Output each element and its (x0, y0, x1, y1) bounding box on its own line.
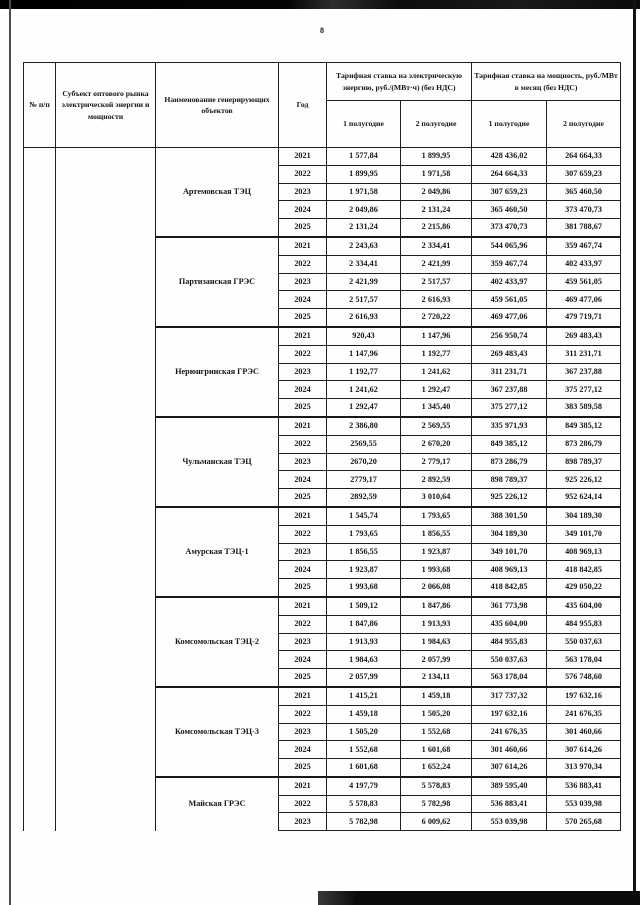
value-cell: 1 793,65 (401, 507, 472, 525)
year-cell: 2023 (279, 723, 327, 741)
scan-artifact-right-edge (633, 0, 636, 905)
year-cell: 2021 (279, 237, 327, 255)
year-cell: 2023 (279, 183, 327, 201)
value-cell: 2 049,86 (401, 183, 472, 201)
value-cell: 241 676,35 (472, 723, 547, 741)
value-cell: 1 913,93 (327, 633, 401, 651)
value-cell: 1 993,68 (327, 579, 401, 597)
year-cell: 2025 (279, 219, 327, 237)
value-cell: 402 433,97 (472, 273, 547, 291)
year-cell: 2021 (279, 148, 327, 166)
value-cell: 349 101,70 (547, 525, 621, 543)
page-number: 8 (320, 26, 324, 35)
subject-column-cell (56, 148, 156, 831)
value-cell: 197 632,16 (547, 687, 621, 705)
value-cell: 2 670,20 (401, 435, 472, 453)
value-cell: 898 789,37 (472, 471, 547, 489)
value-cell: 849 385,12 (547, 417, 621, 435)
col-header-energy-tariff: Тарифная ставка на электрическую энергию, руб./(МВт·ч) (без НДС) (327, 63, 472, 101)
year-cell: 2021 (279, 687, 327, 705)
col-header-energy-half2: 2 полугодие (401, 101, 472, 148)
value-cell: 469 477,06 (472, 309, 547, 327)
year-cell: 2022 (279, 705, 327, 723)
year-cell: 2022 (279, 615, 327, 633)
year-cell: 2022 (279, 255, 327, 273)
value-cell: 2 215,86 (401, 219, 472, 237)
value-cell: 389 595,40 (472, 777, 547, 795)
generator-name-cell: Артемовская ТЭЦ (156, 148, 279, 237)
col-header-energy-half1: 1 полугодие (327, 101, 401, 148)
value-cell: 1 415,21 (327, 687, 401, 705)
value-cell: 5 782,98 (327, 813, 401, 831)
tariff-table-body (24, 148, 621, 831)
value-cell: 2 779,17 (401, 453, 472, 471)
value-cell: 553 039,98 (547, 795, 621, 813)
tariff-table-container (23, 62, 621, 831)
value-cell: 1 147,96 (401, 327, 472, 345)
value-cell: 2 720,22 (401, 309, 472, 327)
value-cell: 367 237,88 (472, 381, 547, 399)
table-row (24, 148, 621, 166)
value-cell: 269 483,43 (472, 345, 547, 363)
num-column-cell (24, 148, 56, 831)
value-cell: 2 892,59 (401, 471, 472, 489)
value-cell: 1 147,96 (327, 345, 401, 363)
generator-name-cell: Чульманская ТЭЦ (156, 417, 279, 507)
year-cell: 2024 (279, 471, 327, 489)
value-cell: 301 460,66 (472, 741, 547, 759)
value-cell: 1 192,77 (327, 363, 401, 381)
value-cell: 2 517,57 (327, 291, 401, 309)
value-cell: 576 748,60 (547, 669, 621, 687)
value-cell: 2779,17 (327, 471, 401, 489)
value-cell: 2 131,24 (401, 201, 472, 219)
value-cell: 2 131,24 (327, 219, 401, 237)
value-cell: 1 913,93 (401, 615, 472, 633)
year-cell: 2025 (279, 489, 327, 507)
value-cell: 2 243,63 (327, 237, 401, 255)
value-cell: 418 842,85 (547, 561, 621, 579)
value-cell: 1 971,58 (327, 183, 401, 201)
value-cell: 3 010,64 (401, 489, 472, 507)
value-cell: 2 057,99 (401, 651, 472, 669)
value-cell: 1 505,20 (327, 723, 401, 741)
value-cell: 335 971,93 (472, 417, 547, 435)
value-cell: 2 386,80 (327, 417, 401, 435)
year-cell: 2025 (279, 759, 327, 777)
value-cell: 349 101,70 (472, 543, 547, 561)
value-cell: 1 899,95 (401, 148, 472, 166)
generator-name-cell: Майская ГРЭС (156, 777, 279, 831)
value-cell: 544 065,96 (472, 237, 547, 255)
year-cell: 2025 (279, 309, 327, 327)
value-cell: 2 334,41 (401, 237, 472, 255)
value-cell: 307 659,23 (547, 165, 621, 183)
value-cell: 1 577,84 (327, 148, 401, 166)
value-cell: 2 616,93 (401, 291, 472, 309)
value-cell: 256 950,74 (472, 327, 547, 345)
generator-name-cell: Амурская ТЭЦ-1 (156, 507, 279, 597)
year-cell: 2022 (279, 795, 327, 813)
value-cell: 1 552,68 (401, 723, 472, 741)
value-cell: 2670,20 (327, 453, 401, 471)
value-cell: 381 788,67 (547, 219, 621, 237)
table-header (24, 63, 621, 148)
value-cell: 307 659,23 (472, 183, 547, 201)
value-cell: 1 292,47 (401, 381, 472, 399)
value-cell: 459 561,05 (472, 291, 547, 309)
value-cell: 563 178,04 (472, 669, 547, 687)
value-cell: 375 277,12 (547, 381, 621, 399)
value-cell: 2569,55 (327, 435, 401, 453)
year-cell: 2023 (279, 273, 327, 291)
year-cell: 2025 (279, 579, 327, 597)
year-cell: 2023 (279, 633, 327, 651)
col-header-capacity-half2: 2 полугодие (547, 101, 621, 148)
value-cell: 365 460,50 (547, 183, 621, 201)
value-cell: 311 231,71 (472, 363, 547, 381)
value-cell: 428 436,02 (472, 148, 547, 166)
value-cell: 2 049,86 (327, 201, 401, 219)
value-cell: 264 664,33 (547, 148, 621, 166)
generator-name-cell: Комсомольская ТЭЦ-3 (156, 687, 279, 777)
value-cell: 2892,59 (327, 489, 401, 507)
value-cell: 2 616,93 (327, 309, 401, 327)
year-cell: 2021 (279, 507, 327, 525)
value-cell: 2 057,99 (327, 669, 401, 687)
value-cell: 1 545,74 (327, 507, 401, 525)
value-cell: 898 789,37 (547, 453, 621, 471)
value-cell: 536 883,41 (547, 777, 621, 795)
value-cell: 367 237,88 (547, 363, 621, 381)
value-cell: 1 984,63 (401, 633, 472, 651)
year-cell: 2022 (279, 165, 327, 183)
value-cell: 1 847,86 (401, 597, 472, 615)
year-cell: 2024 (279, 741, 327, 759)
value-cell: 311 231,71 (547, 345, 621, 363)
value-cell: 307 614,26 (547, 741, 621, 759)
col-header-num: № п/п (24, 63, 56, 148)
value-cell: 570 265,68 (547, 813, 621, 831)
year-cell: 2023 (279, 453, 327, 471)
scan-artifact-bottom-edge (318, 891, 640, 905)
value-cell: 2 517,57 (401, 273, 472, 291)
value-cell: 1 993,68 (401, 561, 472, 579)
scan-artifact-left-edge (9, 0, 11, 905)
value-cell: 5 578,83 (401, 777, 472, 795)
col-header-capacity-tariff: Тарифная ставка на мощность, руб./МВт в месяц (без НДС) (472, 63, 621, 101)
value-cell: 2 334,41 (327, 255, 401, 273)
value-cell: 952 624,14 (547, 489, 621, 507)
col-header-capacity-half1: 1 полугодие (472, 101, 547, 148)
value-cell: 873 286,79 (472, 453, 547, 471)
value-cell: 553 039,98 (472, 813, 547, 831)
value-cell: 264 664,33 (472, 165, 547, 183)
value-cell: 373 470,73 (547, 201, 621, 219)
value-cell: 5 578,83 (327, 795, 401, 813)
value-cell: 1 899,95 (327, 165, 401, 183)
value-cell: 269 483,43 (547, 327, 621, 345)
value-cell: 920,43 (327, 327, 401, 345)
value-cell: 304 189,30 (547, 507, 621, 525)
value-cell: 359 467,74 (472, 255, 547, 273)
value-cell: 2 569,55 (401, 417, 472, 435)
value-cell: 1 292,47 (327, 399, 401, 417)
value-cell: 1 459,18 (401, 687, 472, 705)
value-cell: 388 301,50 (472, 507, 547, 525)
value-cell: 925 226,12 (547, 471, 621, 489)
value-cell: 550 037,63 (547, 633, 621, 651)
generator-name-cell: Нерюнгринская ГРЭС (156, 327, 279, 417)
value-cell: 849 385,12 (472, 435, 547, 453)
scan-artifact-top-edge (0, 0, 640, 9)
year-cell: 2024 (279, 651, 327, 669)
year-cell: 2024 (279, 561, 327, 579)
year-cell: 2021 (279, 597, 327, 615)
value-cell: 1 847,86 (327, 615, 401, 633)
value-cell: 1 505,20 (401, 705, 472, 723)
value-cell: 2 134,11 (401, 669, 472, 687)
value-cell: 418 842,85 (472, 579, 547, 597)
value-cell: 197 632,16 (472, 705, 547, 723)
value-cell: 563 178,04 (547, 651, 621, 669)
value-cell: 1 601,68 (401, 741, 472, 759)
value-cell: 1 241,62 (401, 363, 472, 381)
value-cell: 1 241,62 (327, 381, 401, 399)
value-cell: 301 460,66 (547, 723, 621, 741)
value-cell: 1 923,87 (401, 543, 472, 561)
value-cell: 307 614,26 (472, 759, 547, 777)
value-cell: 1 509,12 (327, 597, 401, 615)
value-cell: 383 589,58 (547, 399, 621, 417)
value-cell: 1 984,63 (327, 651, 401, 669)
year-cell: 2021 (279, 417, 327, 435)
year-cell: 2023 (279, 813, 327, 831)
value-cell: 484 955,83 (472, 633, 547, 651)
generator-name-cell: Партизанская ГРЭС (156, 237, 279, 327)
value-cell: 1 192,77 (401, 345, 472, 363)
value-cell: 359 467,74 (547, 237, 621, 255)
year-cell: 2024 (279, 201, 327, 219)
value-cell: 1 652,24 (401, 759, 472, 777)
year-cell: 2024 (279, 381, 327, 399)
value-cell: 873 286,79 (547, 435, 621, 453)
value-cell: 1 601,68 (327, 759, 401, 777)
value-cell: 435 604,00 (472, 615, 547, 633)
value-cell: 365 460,50 (472, 201, 547, 219)
value-cell: 484 955,83 (547, 615, 621, 633)
value-cell: 536 883,41 (472, 795, 547, 813)
tariff-table (23, 62, 621, 831)
value-cell: 402 433,97 (547, 255, 621, 273)
year-cell: 2022 (279, 435, 327, 453)
value-cell: 4 197,79 (327, 777, 401, 795)
year-cell: 2023 (279, 363, 327, 381)
year-cell: 2024 (279, 291, 327, 309)
value-cell: 1 856,55 (401, 525, 472, 543)
year-cell: 2025 (279, 669, 327, 687)
value-cell: 1 345,40 (401, 399, 472, 417)
value-cell: 361 773,98 (472, 597, 547, 615)
value-cell: 1 552,68 (327, 741, 401, 759)
value-cell: 241 676,35 (547, 705, 621, 723)
year-cell: 2022 (279, 345, 327, 363)
generator-name-cell: Комсомольская ТЭЦ-2 (156, 597, 279, 687)
value-cell: 429 050,22 (547, 579, 621, 597)
value-cell: 373 470,73 (472, 219, 547, 237)
value-cell: 1 923,87 (327, 561, 401, 579)
year-cell: 2021 (279, 777, 327, 795)
value-cell: 408 969,13 (547, 543, 621, 561)
value-cell: 6 009,62 (401, 813, 472, 831)
value-cell: 435 604,00 (547, 597, 621, 615)
year-cell: 2025 (279, 399, 327, 417)
value-cell: 2 421,99 (401, 255, 472, 273)
year-cell: 2021 (279, 327, 327, 345)
value-cell: 408 969,13 (472, 561, 547, 579)
value-cell: 375 277,12 (472, 399, 547, 417)
col-header-year: Год (279, 63, 327, 148)
value-cell: 304 189,30 (472, 525, 547, 543)
value-cell: 550 037,63 (472, 651, 547, 669)
value-cell: 469 477,06 (547, 291, 621, 309)
value-cell: 925 226,12 (472, 489, 547, 507)
year-cell: 2023 (279, 543, 327, 561)
value-cell: 1 459,18 (327, 705, 401, 723)
value-cell: 313 970,34 (547, 759, 621, 777)
value-cell: 479 719,71 (547, 309, 621, 327)
value-cell: 1 856,55 (327, 543, 401, 561)
value-cell: 1 793,65 (327, 525, 401, 543)
value-cell: 2 421,99 (327, 273, 401, 291)
value-cell: 459 561,05 (547, 273, 621, 291)
value-cell: 1 971,58 (401, 165, 472, 183)
value-cell: 2 066,08 (401, 579, 472, 597)
col-header-subject: Субъект оптового рынка электрической энергии и мощности (56, 63, 156, 148)
value-cell: 5 782,98 (401, 795, 472, 813)
year-cell: 2022 (279, 525, 327, 543)
value-cell: 317 737,32 (472, 687, 547, 705)
col-header-generator: Наименование генерирующих объектов (156, 63, 279, 148)
